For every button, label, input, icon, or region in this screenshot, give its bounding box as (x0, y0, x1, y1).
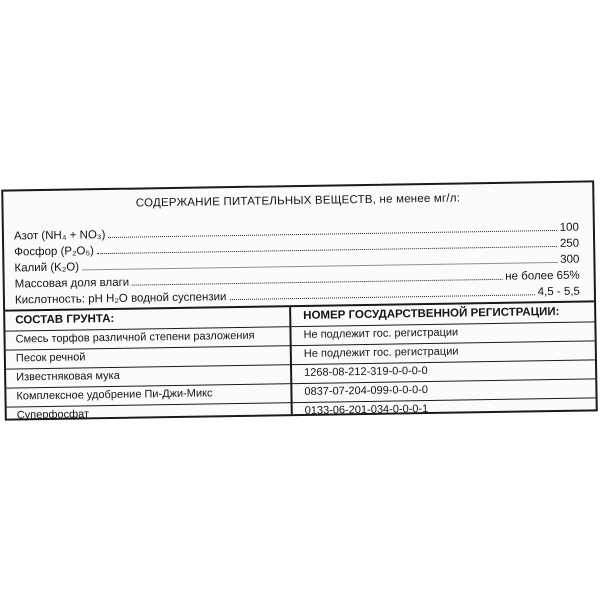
nutrients-title: СОДЕРЖАНИЕ ПИТАТЕЛЬНЫХ ВЕЩЕСТВ, не менее мг/л: (135, 192, 461, 210)
component-name: Смесь торфов различной степени разложения (15, 329, 255, 346)
nutrient-name: Массовая доля влаги (14, 276, 130, 291)
nutrient-name: Фосфор (P₂O₅) (14, 245, 95, 259)
registration-number: 0837-07-204-099-0-0-0-0 (304, 383, 429, 398)
header-composition: СОСТАВ ГРУНТА: (15, 312, 115, 327)
composition-table (5, 300, 596, 422)
component-name: Комплексное удобрение Пи-Джи-Микс (16, 387, 213, 403)
registration-number: 0133-06-201-034-0-0-0-1 (304, 402, 429, 417)
component-name: Песок речной (15, 351, 86, 365)
nutrient-value: 300 (560, 253, 580, 266)
nutrient-value: 4,5 - 5,5 (537, 285, 580, 299)
header-registration: НОМЕР ГОСУДАРСТВЕННОЙ РЕГИСТРАЦИИ: (303, 305, 560, 322)
nutrient-name: Азот (NH₄ + NO₃) (13, 229, 106, 243)
nutrient-name: Калий (K₂O) (14, 261, 80, 275)
registration-number: Не подлежит гос. регистрации (303, 326, 459, 341)
registration-number: 1268-08-212-319-0-0-0-0 (304, 364, 428, 379)
nutrient-value: 100 (559, 221, 579, 234)
dotted-leader (229, 293, 534, 300)
nutrient-name: Кислотность: pH H₂O водной суспензии (14, 291, 227, 307)
component-name: Известняковая мука (16, 369, 120, 384)
registration-number: Не подлежит гос. регистрации (303, 345, 459, 360)
product-label (1, 180, 598, 420)
component-name: Суперфосфат (16, 408, 90, 422)
nutrient-value: 250 (559, 237, 580, 250)
nutrient-value: не более 65% (505, 269, 580, 283)
